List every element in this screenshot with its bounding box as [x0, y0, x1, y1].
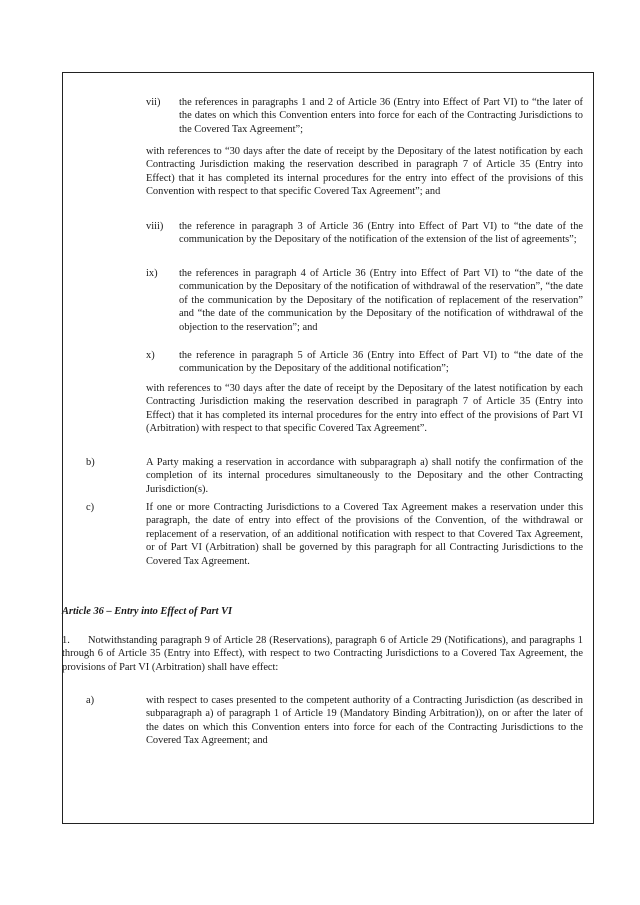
list-item-b — [62, 456, 583, 496]
item-text: the references in paragraphs 1 and 2 of Article 36 (Entry into Effect of Part VI) to “the later of the dates on which this Convention enters into force for each of the Contracting Jurisdictions to the Covered Tax Agreement”; — [179, 97, 583, 135]
continuation-paragraph: with references to “30 days after the date of receipt by the Depositary of the latest notification by each Contracting Jurisdiction making the reservation described in paragraph 7 of Article 35 (Entry into Effect) that it has completed its internal procedures for the entry into effect of the provisions of Part VI (Arbitration) with respect to that specific Covered Tax Agreement”. — [146, 383, 583, 435]
item-marker: c) — [86, 502, 95, 513]
item-marker: a) — [86, 695, 95, 706]
continuation-paragraph: with references to “30 days after the date of receipt by the Depositary of the latest notification by each Contracting Jurisdiction making the reservation described in paragraph 7 of Article 35 (Entry into Effect) that it has completed its internal procedures for the entry into effect of the provisions of this Convention with respect to that specific Covered Tax Agreement”; and — [146, 146, 583, 198]
paragraph-1 — [62, 634, 583, 674]
item-marker: ix) — [146, 268, 158, 279]
list-item-viii — [62, 220, 583, 247]
item-marker: x) — [146, 350, 155, 361]
paragraph-text: Notwithstanding paragraph 9 of Article 28 (Reservations), paragraph 6 of Article 29 (Notifications), and paragraphs 1 through 6 of Article 35 (Entry into Effect), with respect to two Contracting Jurisdictions to a Covered Tax Agreement, the provisions of Part VI (Arbitration) shall have effect: — [62, 635, 583, 673]
item-marker: b) — [86, 457, 95, 468]
item-text: the references in paragraph 4 of Article 36 (Entry into Effect of Part VI) to “the date of the communication by the Depositary of the notification of withdrawal of the reservation”, “the date of the communication by the Depositary of the notification of replacement of the reservation” and “the date of the communication by the Depositary of the notification of withdrawal of the objection to the reservation”; and — [179, 268, 583, 333]
item-marker: viii) — [146, 221, 164, 232]
article-heading: Article 36 – Entry into Effect of Part VI — [62, 606, 233, 617]
list-item-vii — [62, 96, 583, 136]
item-text: If one or more Contracting Jurisdictions to a Covered Tax Agreement makes a reservation under this paragraph, the date of entry into effect of the provisions of the Convention, of the withdrawal or replacement of a reservation, of an additional notification with respect to that Covered Tax Agreement, or of Part VI (Arbitration) shall be governed by this paragraph for all Contracting Jurisdictions to the Covered Tax Agreement. — [146, 502, 583, 567]
item-text: with respect to cases presented to the competent authority of a Contracting Jurisdiction (as described in subparagraph a) of paragraph 1 of Article 19 (Mandatory Binding Arbitration)), on or after the later of the dates on which this Convention enters into force for each of the Contracting Jurisdictions to the Covered Tax Agreement; and — [146, 695, 583, 747]
item-text: the reference in paragraph 5 of Article 36 (Entry into Effect of Part VI) to “the date of the communication by the Depositary of the additional notification”; — [179, 350, 583, 375]
list-item-ix — [62, 267, 583, 334]
item-text: A Party making a reservation in accordance with subparagraph a) shall notify the confirmation of the completion of its internal procedures simultaneously to the Depositary and the other Contracting Jurisdiction(s). — [146, 457, 583, 495]
list-item-c — [62, 501, 583, 568]
list-item-x — [62, 349, 583, 376]
paragraph-number: 1. — [62, 635, 70, 646]
item-marker: vii) — [146, 97, 161, 108]
list-item-a — [62, 694, 583, 748]
item-text: the reference in paragraph 3 of Article 36 (Entry into Effect of Part VI) to “the date of the communication by the Depositary of the notification of the extension of the list of agreements”; — [179, 221, 583, 246]
